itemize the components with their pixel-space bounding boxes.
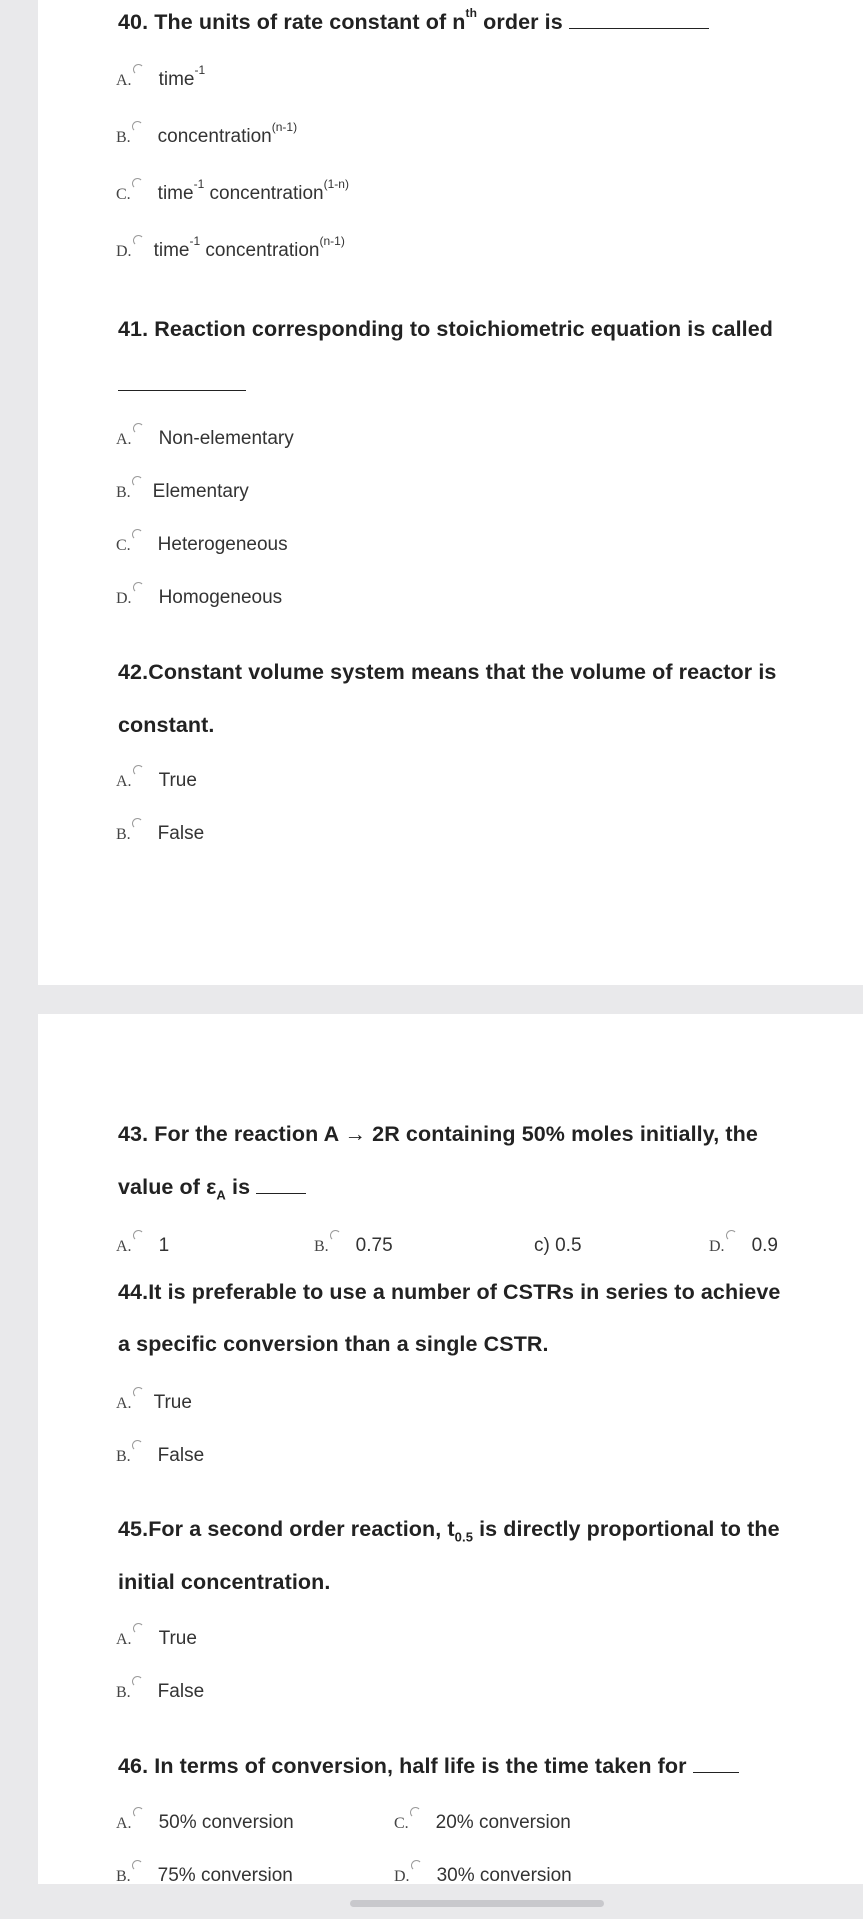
q41-option-d[interactable]: D. Homogeneous: [116, 587, 282, 609]
question-41: 41. Reaction corresponding to stoichiometric equation is called: [118, 317, 774, 341]
q44-option-a[interactable]: A. True: [116, 1392, 192, 1414]
q41-option-b[interactable]: B. Elementary: [116, 481, 249, 503]
answer-blank: [569, 27, 709, 29]
radio-icon[interactable]: [132, 476, 143, 487]
radio-icon[interactable]: [330, 1230, 341, 1241]
q46-option-d[interactable]: D. 30% conversion: [394, 1865, 572, 1887]
home-indicator[interactable]: [350, 1900, 604, 1907]
q42-option-a[interactable]: A. True: [116, 770, 197, 792]
radio-icon[interactable]: [132, 818, 143, 829]
q44-option-b[interactable]: B. False: [116, 1445, 204, 1467]
radio-icon[interactable]: [132, 121, 143, 132]
question-46: 46. In terms of conversion, half life is the time taken for: [118, 1754, 739, 1779]
q40-option-d[interactable]: D. time$^{-1}$ concentration$^{(n-1)}$: [116, 233, 345, 261]
q43-option-c[interactable]: c) 0.5: [534, 1235, 582, 1256]
question-44-line-2: a specific conversion than a single CSTR.: [118, 1332, 549, 1356]
q42-option-b[interactable]: B. False: [116, 823, 204, 845]
q41-option-c[interactable]: C. Heterogeneous: [116, 534, 288, 556]
q43-option-b[interactable]: B. 0.75: [314, 1235, 393, 1257]
question-45-line-2: initial concentration.: [118, 1570, 331, 1594]
q45-option-a[interactable]: A. True: [116, 1628, 197, 1650]
question-40: 40. The units of rate constant of $n^{th}$ order is: [118, 10, 709, 35]
question-43-line-1: 43. For the reaction A → 2R containing 50% moles initially, the: [118, 1122, 758, 1146]
q43-option-d[interactable]: D. 0.9: [709, 1235, 778, 1257]
q41-option-a[interactable]: A. Non-elementary: [116, 428, 294, 450]
answer-blank: [118, 390, 246, 391]
radio-icon[interactable]: [726, 1230, 737, 1241]
radio-icon[interactable]: [133, 423, 144, 434]
question-43-line-2: value of $\varepsilon_A$ is: [118, 1175, 306, 1200]
radio-icon[interactable]: [411, 1860, 422, 1871]
question-44-line-1: 44.It is preferable to use a number of CSTRs in series to achieve: [118, 1280, 781, 1304]
question-42-line-2: constant.: [118, 713, 215, 737]
radio-icon[interactable]: [133, 765, 144, 776]
radio-icon[interactable]: [410, 1807, 421, 1818]
question-42-line-1: 42.Constant volume system means that the volume of reactor is: [118, 660, 777, 684]
q46-option-c[interactable]: C. 20% conversion: [394, 1812, 571, 1834]
q40-option-c[interactable]: C. time$^{-1}$ concentration$^{(1-n)}$: [116, 176, 349, 204]
q46-option-a[interactable]: A. 50% conversion: [116, 1812, 294, 1834]
q40-option-a[interactable]: A. time$^{-1}$: [116, 62, 206, 90]
answer-blank: [256, 1192, 306, 1194]
radio-icon[interactable]: [133, 235, 144, 246]
radio-icon[interactable]: [132, 1860, 143, 1871]
question-45-line-1: 45.For a second order reaction, $t_{0.5}$ is directly proportional to the: [118, 1517, 780, 1545]
radio-icon[interactable]: [132, 1676, 143, 1687]
radio-icon[interactable]: [132, 529, 143, 540]
q43-option-a[interactable]: A. 1: [116, 1235, 169, 1257]
radio-icon[interactable]: [133, 1387, 144, 1398]
radio-icon[interactable]: [133, 64, 144, 75]
radio-icon[interactable]: [133, 1230, 144, 1241]
q45-option-b[interactable]: B. False: [116, 1681, 204, 1703]
radio-icon[interactable]: [133, 1623, 144, 1634]
answer-blank: [693, 1771, 739, 1773]
radio-icon[interactable]: [133, 582, 144, 593]
radio-icon[interactable]: [132, 178, 143, 189]
radio-icon[interactable]: [132, 1440, 143, 1451]
q40-option-b[interactable]: B. concentration$^{(n-1)}$: [116, 119, 298, 147]
q46-option-b[interactable]: B. 75% conversion: [116, 1865, 293, 1887]
radio-icon[interactable]: [133, 1807, 144, 1818]
